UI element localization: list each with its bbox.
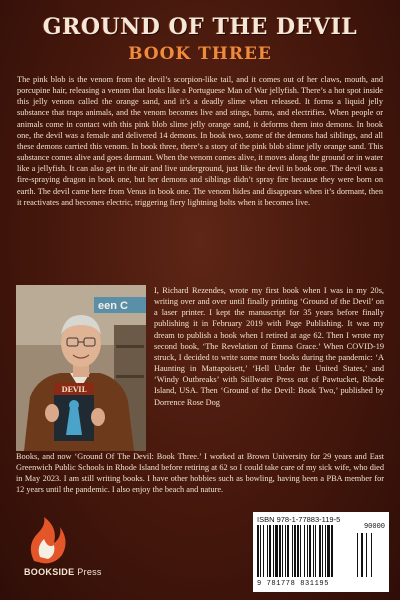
barcode-bar <box>307 525 308 577</box>
publisher-name-regular: Press <box>77 567 102 577</box>
barcode-bar <box>279 525 281 577</box>
held-book <box>54 383 94 441</box>
publisher-name-bold: BOOKSIDE <box>24 567 75 577</box>
blurb-text: The pink blob is the venom from the devil’s scorpion-like tail, and it comes out of her claws, mouth, and porcupine hair, releasing a venom that looks like a Portuguese Man of War jellyfish. There’s a hot spot inside this jelly venom called the orange sand, and it’s a deadly slime when released. It forms a liquid jelly substance that traps animals, and the venom becomes live and stings, burns, and electrifies. When people or animals come in contact with this pink blob slime jelly orange sand, it deforms them into demons. In book one, the devil was a female and delivered 14 demons. In book two, some of the demons had siblings, and all these demons carried this venom. In book three, there’s a story of the pink blob slime jelly orange sand. This substance comes alive and goes dormant. When the venom comes alive, it moves along the ground or in water like a jellyfish. It can also get in the air and live underground, just like the devil in book one. The devil was a fire-spraying dragon in book one, but her demons and siblings didn’t spray fire because they were born on earth. The devil came here from Venus in book one. The venom hides and disappears when it’s dormant, then it reactivates and becomes electric, triggering fiery lightning bolts when it becomes live. <box>17 75 383 207</box>
barcode-bar <box>292 525 293 577</box>
barcode-addon-bar <box>361 533 363 577</box>
barcode-bar <box>313 525 314 577</box>
author-photo-image <box>16 285 146 451</box>
barcode-bar <box>294 525 296 577</box>
isbn-text: ISBN 978-1-77883-119-5 <box>257 515 341 524</box>
book-title: GROUND OF THE DEVIL <box>42 14 358 40</box>
barcode-icon <box>257 523 385 579</box>
barcode-bar <box>282 525 283 577</box>
barcode-bar <box>304 525 305 577</box>
barcode-bar <box>269 525 271 577</box>
book-subtitle: BOOK THREE <box>128 44 272 64</box>
barcode-bar <box>319 525 321 577</box>
barcode-bar <box>325 525 326 577</box>
wall-sign-text: een C <box>98 300 128 312</box>
barcode-addon-bar <box>357 533 358 577</box>
barcode-bar <box>297 525 299 577</box>
barcode-bar <box>322 525 323 577</box>
barcode-bar <box>327 525 330 577</box>
barcode-bar <box>275 525 278 577</box>
barcode-bar <box>257 525 259 577</box>
barcode-bar <box>285 525 286 577</box>
flame-leaf-logo-icon <box>24 515 72 565</box>
barcode-bar <box>287 525 289 577</box>
price-code: 90000 <box>363 523 385 531</box>
barcode-addon-bar <box>371 533 372 577</box>
barcode-bar <box>267 525 268 577</box>
barcode-addon-bar <box>366 533 367 577</box>
barcode-number: 9 781778 831195 <box>257 580 330 588</box>
publisher-logo <box>24 515 134 585</box>
held-book-title: DEVIL <box>61 385 87 394</box>
author-bio: I, Richard Rezendes, wrote my first book when I was in my 20s, writing over and over until finally printing ‘Ground of the Devil’ on a laser printer. I kept the manuscript for 35 years before finally publishing it in February 2019 with Page Publishing. It was my dream to publish a book when I retired at age 62. Then I wrote my second book, ‘The Revelation of Emma Grace.’ When COVID-19 struck, I decided to write some more books during the pandemic: ‘A Haunting in Mattapoisett,’ ‘Hell Under the United States,’ and ‘Windy Outbreaks’ with Stillwater Press out of Pawtucket, Rhode Island, USA. Then ‘Ground of the Devil: Book Two,’ published by Dorrence Rose Dog <box>154 286 384 407</box>
barcode-bar <box>260 525 261 577</box>
author-photo <box>16 285 146 451</box>
barcode-bar <box>309 525 311 577</box>
barcode-bar <box>331 525 333 577</box>
barcode-bar <box>263 525 264 577</box>
barcode-bar <box>315 525 316 577</box>
publisher-name <box>24 567 134 577</box>
author-bio-continued: Books, and now ‘Ground Of The Devil: Book Three.’ I worked at Brown University for 29 years and East Greenwich Public Schools in Rhode Island before retiring at 62 so I could take care of my sick wife, who died in May 2023. I am still writing books. I have other hobbies such as bowling, having been a PBA member for 12 years until the pandemic. I also enjoy the beach and nature. <box>16 452 384 495</box>
barcode-box <box>253 512 389 592</box>
barcode-bar <box>300 525 301 577</box>
barcode-bar <box>273 525 274 577</box>
